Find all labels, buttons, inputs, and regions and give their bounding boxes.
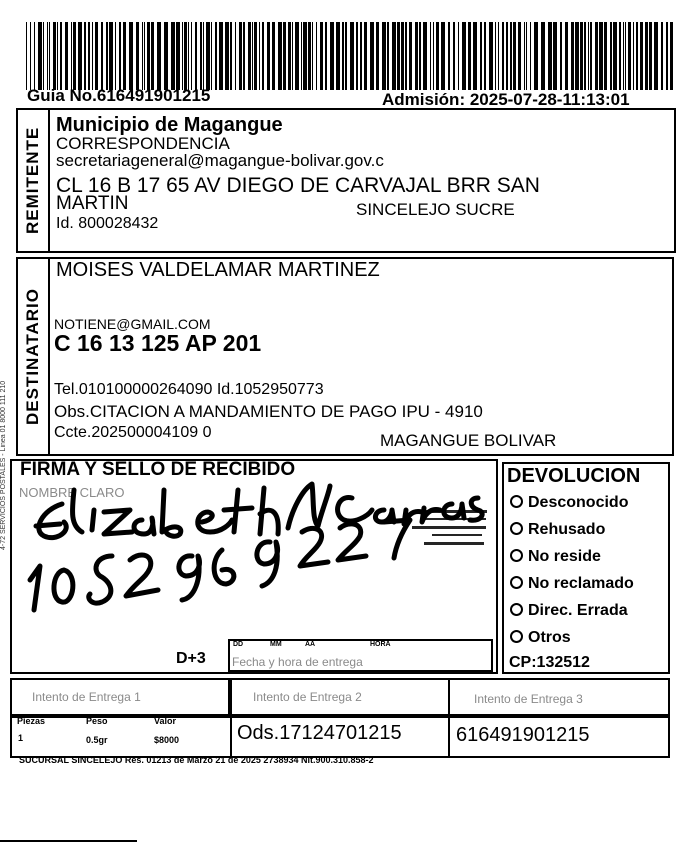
remitente-direccion-1: CL 16 B 17 65 AV DIEGO DE CARVAJAL BRR SAN bbox=[56, 174, 540, 197]
destinatario-obs: Obs.CITACION A MANDAMIENTO DE PAGO IPU - 4910 bbox=[54, 402, 483, 421]
remitente-tipo: CORRESPONDENCIA bbox=[56, 134, 230, 153]
radio-circle-icon bbox=[510, 603, 523, 616]
intento-2: Intento de Entrega 2 bbox=[253, 690, 362, 704]
piezas-value: 1 bbox=[18, 733, 24, 743]
valor-value: $8000 bbox=[154, 735, 180, 745]
devolucion-option-no-reclamado[interactable]: No reclamado bbox=[510, 575, 634, 593]
remitente-nombre: Municipio de Magangue bbox=[56, 114, 283, 136]
fecha-mm-label: MM bbox=[270, 641, 282, 648]
intento-3: Intento de Entrega 3 bbox=[474, 692, 583, 706]
remitente-ciudad: SINCELEJO SUCRE bbox=[356, 200, 515, 219]
fecha-hora-label: HORA bbox=[370, 641, 391, 648]
firma-title: FIRMA Y SELLO DE RECIBIDO bbox=[20, 459, 296, 480]
radio-circle-icon bbox=[510, 630, 523, 643]
codigo-postal: CP:132512 bbox=[509, 654, 590, 671]
radio-circle-icon bbox=[510, 495, 523, 508]
destinatario-ccte: Ccte.202500004109 0 bbox=[54, 424, 212, 441]
fecha-dd-label: DD bbox=[233, 641, 244, 648]
guia-number-bottom: 616491901215 bbox=[456, 724, 590, 746]
d-plus-3: D+3 bbox=[176, 650, 206, 667]
destinatario-direccion: C 16 13 125 AP 201 bbox=[54, 330, 262, 356]
side-info: 4-72 SERVICIOS POSTALES - Linea 01 8000 111 210 bbox=[0, 380, 7, 550]
destinatario-label: DESTINATARIO bbox=[23, 288, 42, 426]
remitente-label: REMITENTE bbox=[23, 126, 42, 234]
intento-1: Intento de Entrega 1 bbox=[32, 690, 141, 704]
devolucion-option-otros[interactable]: Otros bbox=[510, 629, 571, 647]
radio-circle-icon bbox=[510, 522, 523, 535]
destinatario-tel: Tel.010100000264090 Id.1052950773 bbox=[54, 381, 324, 398]
devolucion-option-desconocido[interactable]: Desconocido bbox=[510, 494, 628, 512]
valor-label: Valor bbox=[154, 716, 177, 726]
piezas-label: Piezas bbox=[17, 716, 46, 726]
nombre-claro-label: NOMBRE CLARO bbox=[19, 485, 125, 500]
destinatario-ciudad: MAGANGUE BOLIVAR bbox=[380, 431, 557, 450]
remitente-id: Id. 800028432 bbox=[56, 215, 159, 232]
signature bbox=[12, 470, 497, 640]
destinatario-nombre: MOISES VALDELAMAR MARTINEZ bbox=[56, 259, 380, 281]
radio-circle-icon bbox=[510, 576, 523, 589]
fecha-hora-entrega: Fecha y hora de entrega bbox=[232, 655, 363, 669]
peso-value: 0.5gr bbox=[86, 735, 108, 745]
fecha-aa-label: AA bbox=[305, 641, 316, 648]
devolucion-option-direc-errada[interactable]: Direc. Errada bbox=[510, 602, 628, 620]
guia-number: Guia No.616491901215 bbox=[27, 86, 211, 105]
devolucion-option-rehusado[interactable]: Rehusado bbox=[510, 521, 605, 539]
barcode bbox=[26, 22, 676, 90]
destinatario-email: NOTIENE@GMAIL.COM bbox=[54, 316, 211, 332]
remitente-email: secretariageneral@magangue-bolivar.gov.c bbox=[56, 151, 384, 170]
admision-datetime: Admisión: 2025-07-28-11:13:01 bbox=[382, 90, 630, 109]
footer-text: SUCURSAL SINCELEJO Res. 01213 de Marzo 21 de 2025 2738934 Nit.900.310.858-2 bbox=[19, 755, 374, 765]
devolucion-option-no-reside[interactable]: No reside bbox=[510, 548, 601, 566]
devolucion-title: DEVOLUCION bbox=[507, 465, 641, 487]
ods-number: Ods.17124701215 bbox=[237, 722, 402, 744]
peso-label: Peso bbox=[86, 716, 108, 726]
remitente-direccion-2: MARTIN bbox=[56, 193, 129, 214]
radio-circle-icon bbox=[510, 549, 523, 562]
